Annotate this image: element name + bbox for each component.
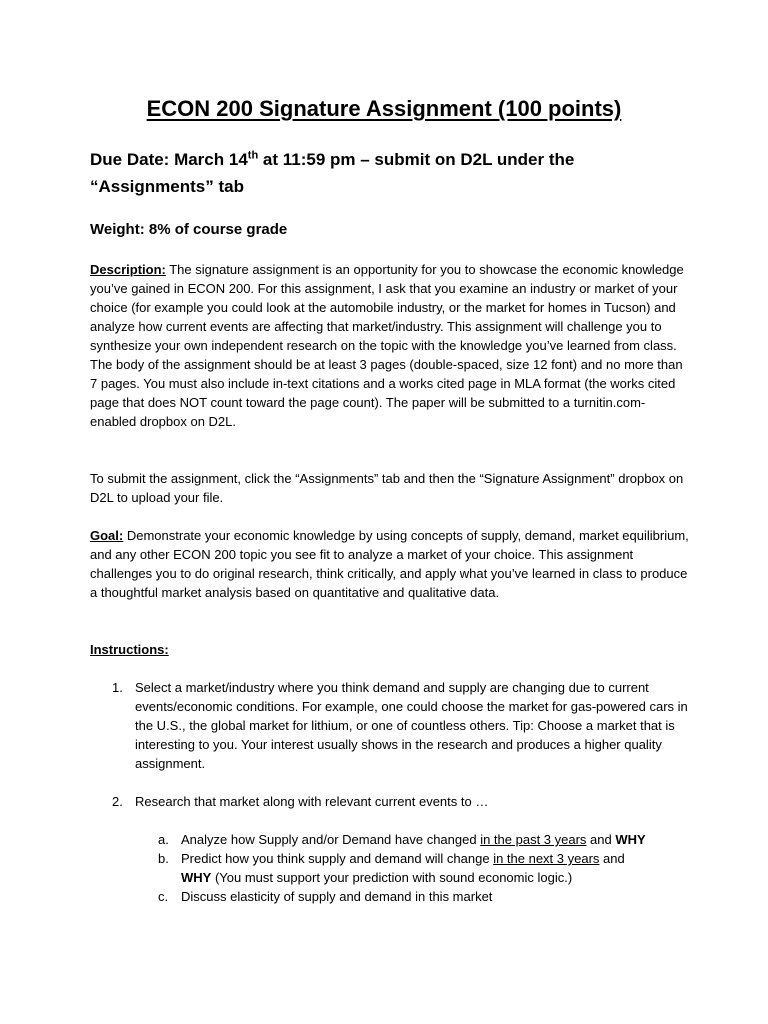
description-label: Description: [90,262,166,277]
description-paragraph [90,260,690,431]
subitem-a-part2: and [586,832,616,847]
subitem-b-part3: (You must support your prediction with sound economic logic.) [211,870,573,885]
subitem-b-bold: WHY [181,870,212,885]
due-date [90,146,690,200]
subitem-b-part1: Predict how you think supply and demand will change [181,851,494,866]
instruction-2-text: Research that market along with relevant current events to … [135,794,489,809]
due-date-suffix: at 11:59 pm – submit on D2L under the [258,150,575,169]
instructions-heading: Instructions: [90,642,169,657]
subitem-b-marker: b. [158,851,169,866]
description-text: The signature assignment is an opportunity for you to showcase the economic knowledge you’ve gained in ECON 200. For this assignment, I ask that you examine an industry or market of your choice (for example you could look at the automobile industry, or the market for homes in Tucson) and analyze how current events are affecting that market/industry. This assignment will challenge you to synthesize your own independent research on the topic with the knowledge you’ve learned from class. The body of the assignment should be at least 3 pages (double-spaced, size 12 font) and no more than 7 pages. You must also include in-text citations and a works cited page in MLA format (the works cited page that does NOT count toward the page count). The paper will be submitted to a turnitin.com-enabled dropbox on D2L. [90,262,684,429]
subitem-c-text: Discuss elasticity of supply and demand in this market [181,889,493,904]
goal-label: Goal: [90,528,124,543]
subitem-a-text [181,830,691,849]
due-date-prefix: Due Date: March 14 [90,150,248,169]
weight-line: Weight: 8% of course grade [90,221,288,238]
instruction-2-marker: 2. [112,794,123,809]
goal-paragraph [90,526,690,602]
instruction-1-marker: 1. [112,680,123,695]
subitem-b-part2: and [599,851,625,866]
subitem-c-marker: c. [158,889,169,904]
document-title: ECON 200 Signature Assignment (100 points) [146,96,622,121]
subitem-a-bold: WHY [615,832,646,847]
submit-paragraph: To submit the assignment, click the “Assignments” tab and then the “Signature Assignment” dropbox on D2L to upload your file. [90,471,684,505]
instruction-1-text: Select a market/industry where you think demand and supply are changing due to current events/economic conditions. For example, one could choose the market for gas-powered cars in the U.S., the global market for lithium, or one of countless others. Tip: Choose a market that is interesting to you. Your interest usually shows in the research and produces a higher quality assignment. [135,680,688,771]
subitem-a-underlined: in the past 3 years [480,832,587,847]
subitem-a-part1: Analyze how Supply and/or Demand have changed [181,832,481,847]
goal-text: Demonstrate your economic knowledge by using concepts of supply, demand, market equilibrium, and any other ECON 200 topic you see fit to analyze a market of your choice. This assignment challenges you to do original research, think critically, and apply what you’ve learned in class to produce a thoughtful market analysis based on quantitative and qualitative data. [90,528,689,600]
subitem-b-text [181,849,691,887]
subitem-b-underlined: in the next 3 years [493,851,600,866]
subitem-a-marker: a. [158,832,169,847]
due-date-sup: th [247,149,259,162]
due-date-line2: “Assignments” tab [90,177,244,196]
